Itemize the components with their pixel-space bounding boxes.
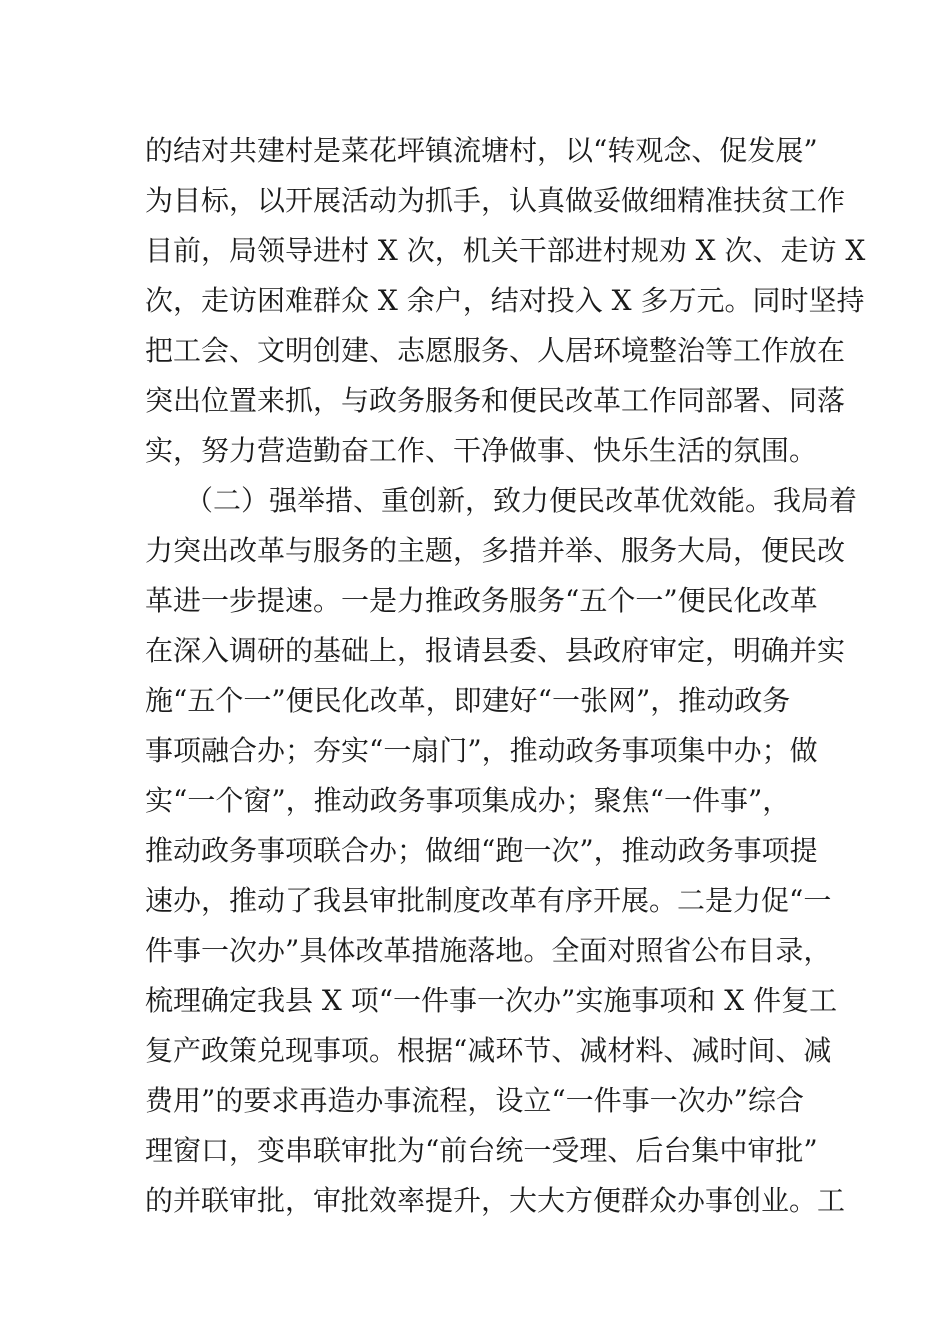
text-line-18: 梳理确定我县 X 项“一件事一次办”实施事项和 X 件复工 [145, 984, 838, 1017]
text-line-19: 复产政策兑现事项。根据“减环节、减材料、减时间、减 [145, 1034, 832, 1067]
section-heading-line: （二）强举措、重创新，致力便民改革优效能。我局着 [185, 484, 858, 517]
body-text [145, 126, 866, 1226]
text-line-12: 施“五个一”便民化改革，即建好“一张网”，推动政务 [145, 684, 791, 717]
text-line-15: 推动政务事项联合办；做细“跑一次”，推动政务事项提 [145, 834, 818, 867]
text-line-14: 实“一个窗”，推动政务事项集成办；聚焦“一件事”， [145, 784, 791, 817]
text-line-16: 速办，推动了我县审批制度改革有序开展。二是力促“一 [145, 884, 832, 917]
text-line-20: 费用”的要求再造办事流程，设立“一件事一次办”综合 [145, 1084, 804, 1117]
text-line-9: 力突出改革与服务的主题，多措并举、服务大局，便民改 [145, 534, 846, 567]
text-line-3: 目前，局领导进村 X 次，机关干部进村规劝 X 次、走访 X [145, 234, 866, 267]
text-line-6: 突出位置来抓，与政务服务和便民改革工作同部署、同落 [145, 384, 846, 417]
text-line-21: 理窗口，变串联审批为“前台统一受理、后台集中审批” [145, 1134, 818, 1167]
text-line-7: 实，努力营造勤奋工作、干净做事、快乐生活的氛围。 [145, 434, 818, 467]
text-line-10: 革进一步提速。一是力推政务服务“五个一”便民化改革 [145, 584, 818, 617]
text-line-11: 在深入调研的基础上，报请县委、县政府审定，明确并实 [145, 634, 846, 667]
text-line-13: 事项融合办；夯实“一扇门”，推动政务事项集中办；做 [145, 734, 818, 767]
text-line-1: 的结对共建村是菜花坪镇流塘村，以“转观念、促发展” [145, 134, 818, 167]
text-line-22: 的并联审批，审批效率提升，大大方便群众办事创业。工 [145, 1184, 846, 1217]
text-line-4: 次，走访困难群众 X 余户，结对投入 X 多万元。同时坚持 [145, 284, 865, 317]
text-line-2: 为目标，以开展活动为抓手，认真做妥做细精准扶贫工作 [145, 184, 846, 217]
text-line-5: 把工会、文明创建、志愿服务、人居环境整治等工作放在 [145, 334, 846, 367]
text-line-17: 件事一次办”具体改革措施落地。全面对照省公布目录， [145, 934, 832, 967]
